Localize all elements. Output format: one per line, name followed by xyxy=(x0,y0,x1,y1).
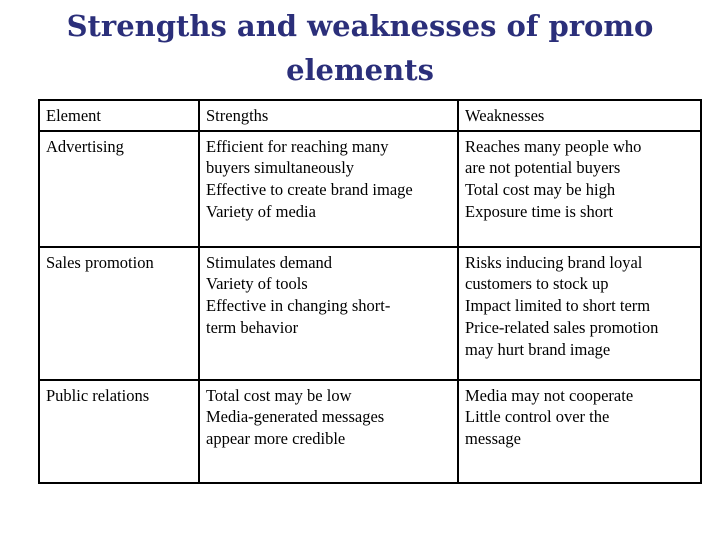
weakness-line: Total cost may be high xyxy=(465,180,616,200)
strength-line: Effective in changing short- xyxy=(206,296,391,316)
cell-strengths xyxy=(199,131,458,247)
cell-element: Sales promotion xyxy=(39,247,199,380)
title-line-2: elements xyxy=(286,53,434,87)
strength-line: Variety of tools xyxy=(206,274,308,294)
cell-strengths xyxy=(199,247,458,380)
weakness-line: Price-related sales promotion xyxy=(465,317,659,337)
strength-line: Stimulates demand xyxy=(206,252,333,272)
cell-element: Public relations xyxy=(39,380,199,483)
strength-line: Efficient for reaching many xyxy=(206,136,389,156)
weakness-line: Little control over the xyxy=(465,407,610,427)
cell-strengths xyxy=(199,380,458,483)
weakness-line: are not potential buyers xyxy=(465,158,621,178)
cell-weaknesses xyxy=(458,131,701,247)
weakness-line: Risks inducing brand loyal xyxy=(465,252,643,272)
weakness-line: message xyxy=(465,429,521,449)
table-row xyxy=(39,380,701,483)
strength-line: Total cost may be low xyxy=(206,385,352,405)
weakness-line: Exposure time is short xyxy=(465,201,614,221)
table-header-row xyxy=(39,100,701,131)
header-weaknesses: Weaknesses xyxy=(458,100,701,131)
page-title xyxy=(60,4,660,92)
strength-line: buyers simultaneously xyxy=(206,158,355,178)
strength-line: Effective to create brand image xyxy=(206,180,413,200)
weakness-line: may hurt brand image xyxy=(465,339,611,359)
title-line-1: Strengths and weaknesses of promo xyxy=(66,9,654,43)
weakness-line: Reaches many people who xyxy=(465,136,642,156)
weakness-line: Impact limited to short term xyxy=(465,296,651,316)
cell-weaknesses xyxy=(458,247,701,380)
cell-weaknesses xyxy=(458,380,701,483)
weakness-line: Media may not cooperate xyxy=(465,385,634,405)
cell-element: Advertising xyxy=(39,131,199,247)
header-element: Element xyxy=(39,100,199,131)
table-row xyxy=(39,131,701,247)
strength-line: Variety of media xyxy=(206,201,316,221)
header-strengths: Strengths xyxy=(199,100,458,131)
strength-line: Media-generated messages xyxy=(206,407,385,427)
weakness-line: customers to stock up xyxy=(465,274,609,294)
promo-elements-table xyxy=(38,99,702,484)
table-row xyxy=(39,247,701,380)
strength-line: term behavior xyxy=(206,317,299,337)
strength-line: appear more credible xyxy=(206,429,346,449)
